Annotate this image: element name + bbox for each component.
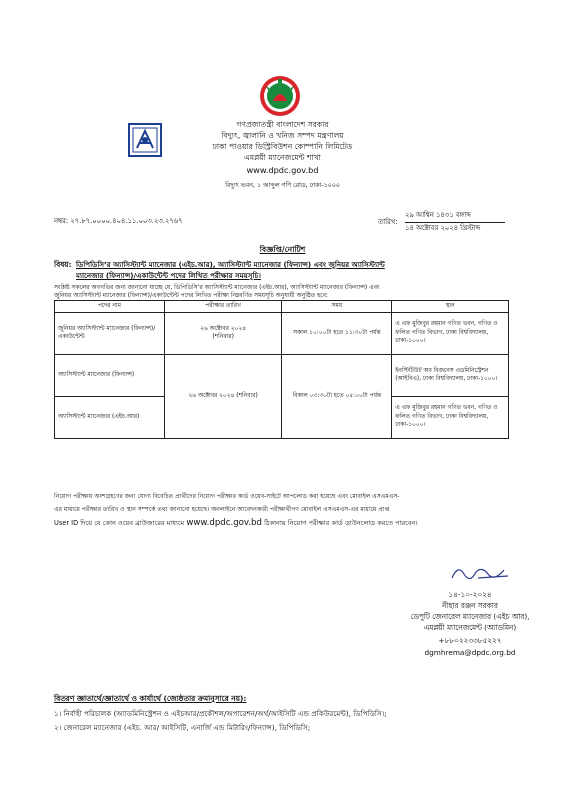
memo-number: নম্বর: ২৭.৮৭.০০০০.৪০৪.১১.০০৩.২৩.২৭৬৭ bbox=[54, 217, 183, 225]
shared-date: ২৬ অক্টোবর ২০২৪ (শনিবার) bbox=[164, 354, 282, 438]
signature-date: ১৪-১০-২০২৪ bbox=[448, 590, 492, 599]
subject-label: বিষয়: bbox=[54, 260, 72, 269]
table-row bbox=[55, 354, 509, 396]
row2-venue: ইনস্টিটিউট অব বিজনেস এডমিনিস্ট্রেশন (আইবিএ), ঢাকা বিশ্ববিদ্যালয়, ঢাকা-১০০০। bbox=[392, 354, 509, 396]
download-url-link[interactable]: www.dpdc.gov.bd bbox=[186, 518, 262, 528]
body-line-3 bbox=[54, 517, 516, 529]
company-name: ঢাকা পাওয়ার ডিস্ট্রিবিউশন কোম্পানি লিমিটেড bbox=[212, 142, 353, 151]
header-time: সময় bbox=[282, 301, 392, 313]
distribution-item-1: ১। নির্বাহী পরিচালক (অ্যাডমিনিস্ট্রেশন ও এইচআর/প্রকৌশল/অপারেশন/অর্থ/আইসিটি এন্ড প্রকিউরমেন্ট), ডিপিডিসি।; bbox=[54, 709, 387, 718]
header-date: পরীক্ষার তারিখ bbox=[164, 301, 282, 313]
distribution-item-2: ২। জেনারেল ম্যানেজার (এইচ. আর/ আইসিটি, এনার্জি এন্ড মিটারিং/ফিন্যান্স), ডিপিডিসি; bbox=[54, 723, 311, 732]
table-header-row bbox=[55, 301, 509, 313]
date-english: ১৪ অক্টোবর ২০২৪ খ্রিস্টাব্দ bbox=[405, 224, 481, 232]
intro-line-2: জুনিয়র অ্যাসিস্ট্যান্ট ম্যানেজার (ফিন্যান্স)/একাউন্টেন্ট পদের লিখিত পরীক্ষা নিম্নবর্ণিত সময়সূচি অনুযায়ী অনুষ্ঠিত হবে: bbox=[54, 292, 328, 299]
row1-date-line1: ২৬ অক্টোবর ২০২৪ bbox=[200, 325, 247, 332]
website-text: www.dpdc.gov.bd bbox=[246, 165, 319, 175]
row1-venue: এ এফ মুজিবুর রহমান গণিত ভবন, গণিত ও ফলিত গণিত বিভাগ, ঢাকা বিশ্ববিদ্যালয়, ঢাকা-১০০০। bbox=[392, 312, 509, 354]
row1-time: সকাল ১০:০০টা হতে ১১:৩০টা পর্যন্ত bbox=[282, 312, 392, 354]
signatory-name: নীহার রঞ্জন সরকার bbox=[442, 601, 498, 610]
row3-venue: এ এফ মুজিবুর রহমান গণিত ভবন, গণিত ও ফলিত গণিত বিভাগ, ঢাকা বিশ্ববিদ্যালয়, ঢাকা-১০০০। bbox=[392, 396, 509, 438]
signatory-title: ডেপুটি জেনারেল ম্যানেজার (এইচ আর), bbox=[410, 612, 530, 621]
header-post: পদের নাম bbox=[55, 301, 165, 313]
date-label: তারিখ: bbox=[378, 218, 398, 226]
row1-date-line2: (শনিবার) bbox=[212, 334, 234, 341]
row3-post: অ্যাসিস্ট্যান্ট ম্যানেজার (এইচ.আর) bbox=[55, 396, 165, 438]
exam-schedule-table bbox=[54, 300, 509, 439]
signatory-email[interactable]: dgmhrema@dpdc.org.bd bbox=[424, 648, 516, 657]
row2-post: অ্যাসিস্ট্যান্ট ম্যানেজার (ফিন্যান্স) bbox=[55, 354, 165, 396]
body-line-3-pre: User ID দিয়ে যে কোন ওয়েব ব্রাউজারের মাধ্যমে bbox=[54, 519, 185, 527]
govt-name: গণপ্রজাতন্ত্রী বাংলাদেশ সরকার bbox=[236, 120, 329, 129]
division-name: এমপ্লয়ী ম্যানেজমেন্ট শাখা bbox=[244, 153, 321, 162]
shared-time: বিকাল ০৩:৩০টা হতে ০৫:০০টা পর্যন্ত bbox=[282, 354, 392, 438]
table-row bbox=[55, 312, 509, 354]
row1-post: জুনিয়র অ্যাসিস্ট্যান্ট ম্যানেজার (ফিন্যান্স)/একাউন্টেন্ট bbox=[55, 312, 165, 354]
body-line-1: নিয়োগ পরীক্ষায় অংশগ্রহণের জন্য যোগ্য বিবেচিত প্রার্থীদের নিয়োগ পরীক্ষার কার্ড ওয়েব-সাইটে আপলোড করা হয়েছে এবং মোবাইল এসএমএস- bbox=[54, 493, 400, 500]
row1-date bbox=[164, 312, 282, 354]
header-venue: স্থান bbox=[392, 301, 509, 313]
distribution-heading: বিতরণ জ্ঞাতার্থে/জ্ঞাতার্থে ও কার্যার্থে (জ্যেষ্ঠতার ক্রমানুসারে নয়): bbox=[54, 694, 247, 703]
body-line-2: এর মাধ্যমে পরীক্ষার তারিখ ও স্থান সম্পর্কে তথ্য জানানো হয়েছে। অনলাইনে আবেদনকারী পরীক্ষার্থীগণ মোবাইল এসএমএস-এর মাধ্যমে প্রাপ্ত bbox=[54, 506, 390, 513]
subject-line-1: ডিপিডিসি’র অ্যাসিস্ট্যান্ট ম্যানেজার (এইচ.আর), অ্যাসিস্ট্যান্ট ম্যানেজার (ফিন্যান্স) এবং জুনিয়র অ্যাসিস্ট্যান্ট bbox=[76, 260, 385, 269]
handwritten-signature bbox=[448, 560, 518, 584]
date-bangla: ২৯ আশ্বিন ১৪৩১ বঙ্গাব্দ bbox=[405, 211, 471, 219]
signatory-phone: +৮৮০২২৩৩৮৫২২৭ bbox=[438, 636, 502, 645]
subject-line-2: ম্যানেজার (ফিন্যান্স)/একাউন্টেন্ট পদের লিখিত পরীক্ষার সময়সূচি। bbox=[76, 271, 261, 280]
notice-heading: বিজ্ঞপ্তি/নোটিশ bbox=[259, 245, 306, 254]
intro-line-1: সংশ্লিষ্ট সকলের অবগতির জন্য জানানো যাচ্ছে যে, ডিপিডিসি’র অ্যাসিস্ট্যান্ট ম্যানেজার (এইচ.আর), অ্যাসিস্ট্যান্ট ম্যানেজার (ফিন্যান্স) এবং bbox=[54, 284, 380, 291]
bangladesh-govt-emblem bbox=[258, 73, 302, 119]
date-divider bbox=[405, 222, 505, 223]
body-line-3-post: ঠিকানায় নিয়োগ পরীক্ষার কার্ড ডাউনলোড করতে পারবেন। bbox=[264, 519, 418, 527]
signatory-unit: এমপ্লয়ী ম্যানেজমেন্ট (অ্যাডমিন) bbox=[423, 623, 517, 632]
office-address: বিদ্যুৎ ভবন, ১ আব্দুল গণি রোড, ঢাকা-১০০০ bbox=[225, 182, 340, 189]
ministry-name: বিদ্যুৎ, জ্বালানি ও খনিজ সম্পদ মন্ত্রণালয় bbox=[221, 131, 344, 140]
